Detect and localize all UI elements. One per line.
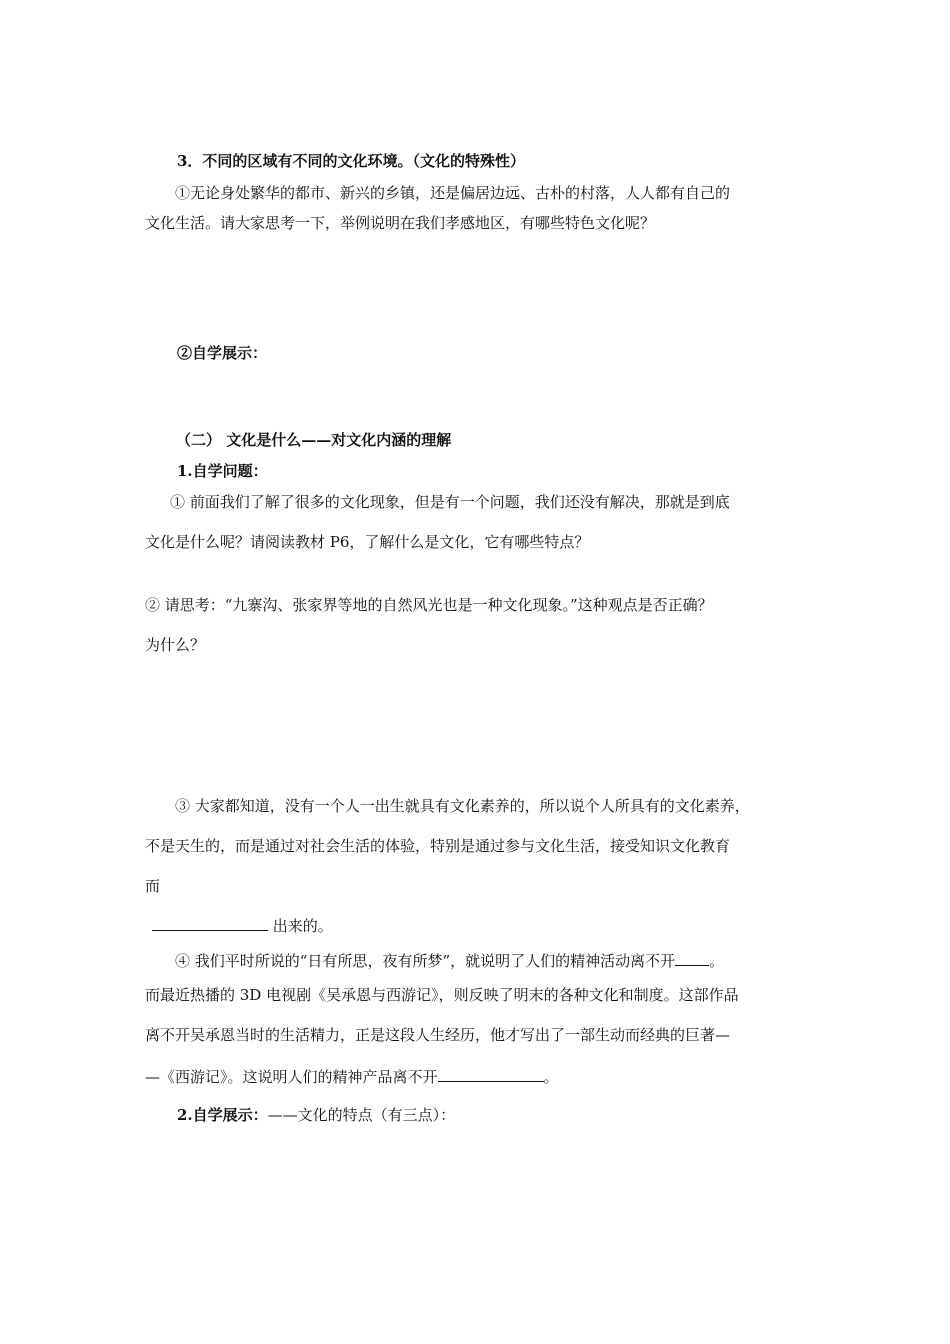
question-2-line-1: ② 请思考：“九寨沟、张家界等地的自然风光也是一种文化现象。”这种观点是否正确？ — [145, 596, 713, 614]
question-4-line-1-text: ④ 我们平时所说的“日有所思，夜有所梦”，就说明了人们的精神活动离不开 — [175, 952, 676, 970]
subheading-2-text: ——文化的特点（有三点）： — [267, 1106, 456, 1124]
answer-blank-2[interactable] — [675, 949, 709, 966]
part-2-subheading-2 — [177, 1105, 455, 1125]
question-4-line-4-text: —《西游记》。这说明人们的精神产品离不开 — [145, 1068, 438, 1086]
question-4-line-3: 离不开吴承恩当时的生活精力，正是这段人生经历，他才写出了一部生动而经典的巨著— — [145, 1026, 731, 1044]
section-3-self-study-display: ②自学展示： — [177, 344, 268, 362]
question-3-line-3: 而 — [145, 877, 161, 895]
subheading-2-label: 2.自学展示： — [177, 1106, 268, 1124]
question-1-line-1: ① 前面我们了解了很多的文化现象，但是有一个问题，我们还没有解决，那就是到底 — [170, 493, 730, 511]
section-3-heading: 3．不同的区域有不同的文化环境。（文化的特殊性） — [177, 152, 525, 170]
question-4-line-4-end: 。 — [543, 1068, 559, 1086]
answer-blank-1[interactable] — [152, 914, 268, 931]
part-2-heading: （二） 文化是什么——对文化内涵的理解 — [176, 431, 452, 449]
question-4-line-1 — [175, 949, 724, 971]
question-3-line-4 — [152, 914, 333, 936]
section-3-question-1-line-2: 文化生活。请大家思考一下，举例说明在我们孝感地区，有哪些特色文化呢？ — [145, 214, 656, 232]
answer-blank-3[interactable] — [438, 1065, 544, 1082]
question-4-line-1-end: 。 — [709, 952, 725, 970]
question-1-line-2: 文化是什么呢？请阅读教材 P6，了解什么是文化，它有哪些特点？ — [145, 533, 590, 551]
question-4-line-2: 而最近热播的 3D 电视剧《吴承恩与西游记》，则反映了明末的各种文化和制度。这部作品 — [145, 986, 739, 1004]
question-2-line-2: 为什么？ — [145, 636, 206, 654]
section-3-question-1-line-1: ①无论身处繁华的都市、新兴的乡镇，还是偏居边远、古朴的村落，人人都有自己的 — [175, 184, 731, 202]
question-3-line-4-text: 出来的。 — [272, 917, 333, 935]
question-3-line-1: ③ 大家都知道，没有一个人一出生就具有文化素养的，所以说个人所具有的文化素养， — [175, 797, 750, 815]
question-4-line-4 — [145, 1065, 559, 1087]
question-3-line-2: 不是天生的，而是通过对社会生活的体验，特别是通过参与文化生活，接受知识文化教育 — [145, 837, 731, 855]
part-2-subheading-1: 1.自学问题： — [177, 462, 268, 480]
